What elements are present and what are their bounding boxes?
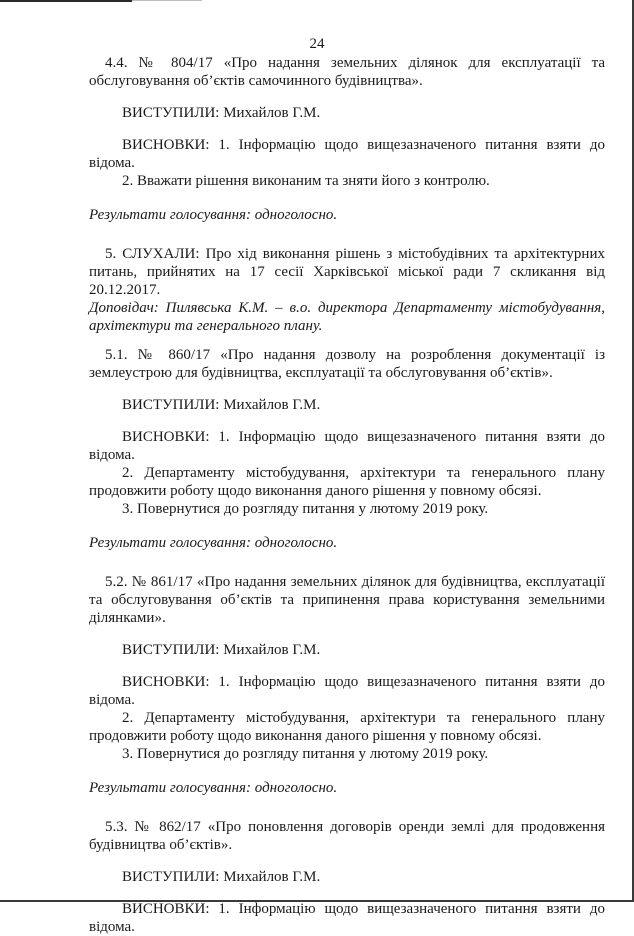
speakers-line: ВИСТУПИЛИ: Михайлов Г.М.	[122, 869, 321, 885]
conclusion-item: ВИСНОВКИ: 1. Інформацію щодо вищезазначеного питання взяти до відома.	[89, 901, 605, 935]
conclusion-item: 2. Департаменту містобудування, архітектури та генерального плану продовжити роботу щодо виконання даного рішення у повному обсязі.	[89, 465, 605, 499]
conclusion-item: 2. Департаменту містобудування, архітектури та генерального плану продовжити роботу щодо виконання даного рішення у повному обсязі.	[89, 710, 605, 744]
agenda-item-5-3: 5.3. № 862/17 «Про поновлення договорів оренди землі для продовження будівництва об’єктів».	[89, 819, 605, 853]
page-number: 24	[309, 36, 325, 52]
agenda-item-4-4: 4.4. № 804/17 «Про надання земельних ділянок для експлуатації та обслуговування об’єктів самочинного будівництва».	[89, 55, 605, 89]
voting-result: Результати голосування: одноголосно.	[89, 535, 338, 551]
conclusion-item: ВИСНОВКИ: 1. Інформацію щодо вищезазначеного питання взяти до відома.	[89, 429, 605, 463]
agenda-item-5-2: 5.2. № 861/17 «Про надання земельних ділянок для будівництва, експлуатації та обслуговування об’єктів та припинення права користування земельними ділянками».	[89, 574, 605, 626]
speakers-line: ВИСТУПИЛИ: Михайлов Г.М.	[122, 642, 321, 658]
speakers-line: ВИСТУПИЛИ: Михайлов Г.М.	[122, 105, 321, 121]
voting-result: Результати голосування: одноголосно.	[89, 207, 338, 223]
heard-item-5: 5. СЛУХАЛИ: Про хід виконання рішень з містобудівних та архітектурних питань, прийнятих на 17 сесії Харківської міської ради 7 скликання від 20.12.2017.	[89, 246, 605, 298]
scan-edge-line-faint	[132, 0, 202, 1]
agenda-item-5-1: 5.1. № 860/17 «Про надання дозволу на розроблення документації із землеустрою для будівництва, експлуатації та обслуговування об’єктів».	[89, 347, 605, 381]
speakers-line: ВИСТУПИЛИ: Михайлов Г.М.	[122, 397, 321, 413]
conclusion-item: 3. Повернутися до розгляду питання у лютому 2019 року.	[122, 501, 489, 517]
reporter-line: Доповідач: Пилявська К.М. – в.о. директора Департаменту містобудування, архітектури та генерального плану.	[89, 300, 605, 334]
scan-edge-line	[0, 0, 132, 2]
document-body	[89, 54, 605, 936]
voting-result: Результати голосування: одноголосно.	[89, 780, 338, 796]
conclusion-item: ВИСНОВКИ: 1. Інформацію щодо вищезазначеного питання взяти до відома.	[89, 137, 605, 171]
conclusion-item: 3. Повернутися до розгляду питання у лютому 2019 року.	[122, 746, 489, 762]
conclusion-item: 2. Вважати рішення виконаним та зняти його з контролю.	[122, 173, 490, 189]
conclusion-item: ВИСНОВКИ: 1. Інформацію щодо вищезазначеного питання взяти до відома.	[89, 674, 605, 708]
